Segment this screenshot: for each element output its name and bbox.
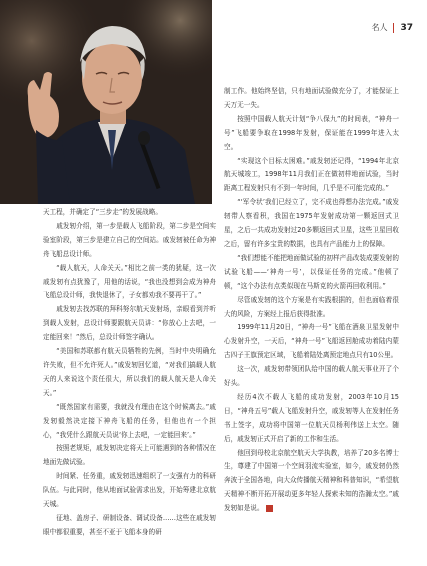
paragraph: 制工作。他始终坚信，只有地面试验做充分了，才能保证上天万无一失。 (224, 87, 399, 109)
left-column (43, 206, 216, 540)
page-header (371, 22, 413, 33)
portrait-illustration (0, 0, 212, 204)
paragraph: “‘军令状’我们已经立了，完不成也得想办法完成。”戚发轫带人察看积，我国在1975年发射成功第一颗返回式卫星，之后一共成功发射过20多颗返回式卫星，这些卫星回收之后，留有许多宝贵的数据，也具有产品能力上的保障。 (224, 198, 399, 248)
paragraph: 天工程，并确定了“三步走”的发展战略。 (43, 208, 162, 216)
paragraph: 征地、盖房子、研制设备、调试设备……这些在戚发轫眼中都很重要，甚至不亚于飞船本身的研 (43, 513, 216, 536)
paragraph: 按照老规矩，戚发轫决定将天上可能遇到的各种情况在地面先做试验。 (43, 444, 216, 467)
section-label: 名人 (371, 23, 388, 32)
end-mark-icon: 字 (266, 505, 273, 512)
paragraph: 1999年11月20日，“神舟一号”飞船在酒泉卫星发射中心发射升空，一天后，“神舟一号”飞船返回舱成功着陆内蒙古四子王旗预定区域，飞船着陆处离预定地点只有10公里。 (224, 323, 399, 360)
paragraph: “我们想能不能把地面做试验的初样产品改装成要发射的试验飞船——‘神舟一号’，以保证任务的完成。”他顿了顿，“这个办法有点类似现在马斯克的火箭再回收利用。” (224, 253, 399, 290)
paragraph: 戚发轫去找苏联的拜科努尔航天发射场，亲眼看到并听到载人发射，总设计师要跟航天员讲：“你放心上去吧，一定能回来！”然后，总设计师签字确认。 (43, 305, 216, 342)
right-column (224, 85, 399, 516)
paragraph: “美国和苏联都有航天员牺牲的先例，当时中央明确允许失败，但不允许死人。”戚发轫回忆道，“对我们搞载人航天的人来说这个责任很大，所以我们的载人航天是人命关天。” (43, 347, 216, 397)
paragraph: “实现这个目标太困难。”戚发轫还记得，“1994年北京航天城竣工，1998年11月我们正在做初样地面试验，当时距离工程发射只有不到一年时间，几乎是不可能完成的。” (224, 156, 399, 193)
paragraph: 戚发轫介绍，第一步是载人飞船阶段，第二步是空间实验室阶段，第三步是建立自己的空间站。戚发轫被任命为神舟飞船总设计师。 (43, 221, 216, 258)
paragraph: 这一次，戚发轫带领团队给中国的载人航天事业开了个好头。 (224, 365, 399, 388)
paragraph: 他回到母校北京航空航天大学执教，培养了20多名博士生，尊建了中国第一个空间羽流实验室，如今，戚发轫仍然奔波于全国各地，向大众传播航天精神和科普知识，“希望航天精神不断开拓开展动更多年轻人探索未知的浩瀚太空。”戚发轫如是说。 字 (224, 448, 399, 513)
paragraph: 时间紧、任务重，戚发轫迅速组织了一支强有力的科研队伍。与此同时，他从地面试验需求出发，开始筹建北京航天城。 (43, 472, 216, 509)
paragraph: 按照中国载人航天计划“争八保九”的时间表，“神舟一号”飞船要争取在1998年发射，保证能在1999年进入太空。 (224, 114, 399, 151)
paragraph: “载人航天，人命关天。”相比之前一类的犹疑，这一次戚发轫有点犹豫了，用他的话说，“我也没想到会成为神舟飞船总设计师，我快退休了，子女都劝我不要再干了。” (43, 263, 216, 300)
page-number: 37 (400, 22, 413, 33)
paragraph: 尽管戚发轫的这个方案是有实践根据的，但也面临着很大的风险，方案经上报后获得批准。 (224, 295, 399, 318)
portrait-photo (0, 0, 212, 204)
header-divider (393, 23, 394, 33)
paragraph: 经历4次不载人飞船的成功发射，2003年10月15日，“神舟五号”载人飞船发射升空，戚发轫等人在发射任务书上签字，成功将中国第一位航天员杨利伟送上太空。随后，戚发轫正式开启了新的工作和生活。 (224, 392, 399, 443)
paragraph: “既然国家有需要，我就没有理由在这个时候离去。”戚发轫毅然决定接下神舟飞船的任务，但他也有一个担心，“我凭什么跟航天员说‘你上去吧，一定能回来’。” (43, 402, 216, 439)
